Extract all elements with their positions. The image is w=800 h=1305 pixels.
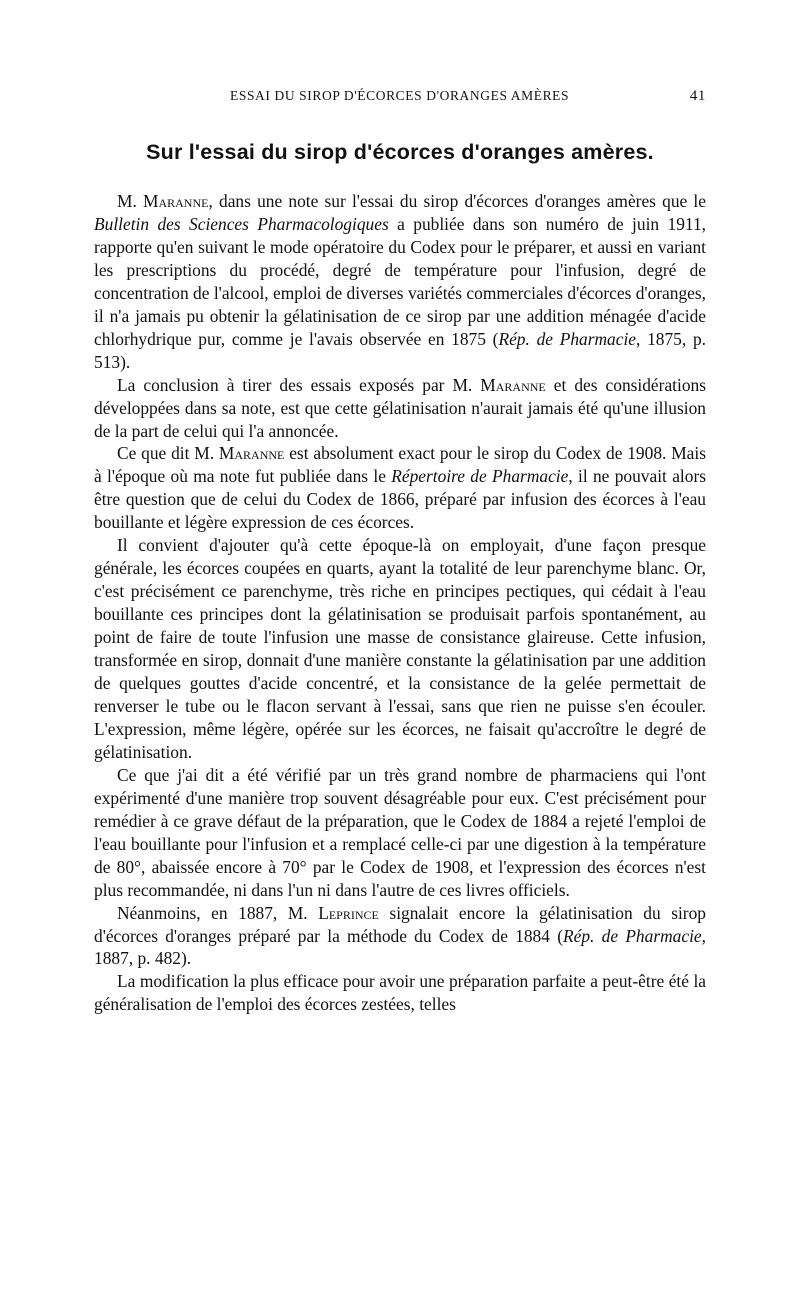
running-head [94,88,706,110]
page-number: 41 [689,88,706,104]
paragraph-4: Il convient d'ajouter qu'à cette époque-là on employait, d'une façon presque générale, les écorces coupées en quarts, ayant la totalité de leur parenchyme blanc. Or, c'est précisément ce parenchyme, très riche en principes pectiques, qui cédait à l'eau bouillante ces principes dont la gélatinisation se produisait parfois spontanément, au point de faire de toute l'infusion une masse de consistance glaireuse. Cette infusion, transformée en sirop, donnait d'une manière constante la gélatinisation par une addition de quelques gouttes d'acide concentré, et la consistance de la gelée permettait de renverser le tube ou le flacon servant à l'essai, sans que rien ne puisse s'en écouler. L'expression, même légère, opérée sur les écorces, ne faisait qu'accroître le degré de gélatinisation. [94,535,706,762]
paragraph-7: La modification la plus efficace pour avoir une préparation parfaite a peut-être été la généralisation de l'emploi des écorces zestées, telles [94,971,706,1015]
paragraph-6 [94,902,706,971]
paragraph-5: Ce que j'ai dit a été vérifié par un très grand nombre de pharmaciens qui l'ont expérimenté d'une manière trop souvent désagréable pour eux. C'est précisément pour remédier à ce grave défaut de la préparation, que le Codex de 1884 a rejeté l'emploi de l'eau bouillante pour l'infusion et a remplacé celle-ci par une digestion à la température de 80°, abaissée encore à 70° par le Codex de 1908, et l'expression des écorces n'est plus recommandée, ni dans l'un ni dans l'autre de ces livres officiels. [94,764,706,900]
journal-title: Rép. de Pharmacie [498,328,637,349]
journal-title: Bulletin des Sciences Pharmacologiques [94,213,389,234]
book-page [94,88,706,1016]
p2-text-a: La conclusion à tirer des essais exposés par M. [117,374,481,395]
p1-text-g: , 1875, p. 513). [94,328,706,372]
author-name: Maranne [143,191,209,211]
journal-title: Rép. de Pharmacie [563,925,702,946]
p1-text-c: , dans une note sur l'essai du sirop d'écorces d'oranges amères que le [208,191,706,211]
p6-text-a: Néanmoins, en 1887, M. [117,902,319,923]
p3-text-c: est absolument exact pour le sirop du Codex de 1908. Mais à l'époque où ma note fut publiée dans le [94,443,706,487]
journal-title: Répertoire de Pharmacie [391,466,569,487]
p3-text-e: , il ne pouvait alors être question que de celui du Codex de 1866, préparé par infusion des écorces à l'eau bouillante et légère expression de ces écorces. [94,466,706,533]
paragraph-2 [94,374,706,443]
p1-text-a: M. [117,191,143,211]
author-name: Leprince [318,902,379,923]
p1-text-e: a publiée dans son numéro de juin 1911, rapporte qu'en suivant le mode opératoire du Codex pour le préparer, et aussi en variant les prescriptions du procédé, degré de température pour l'infusion, degré de concentration de l'alcool, emploi de diverses variétés commerciales d'écorces d'oranges, il n'a jamais pu obtenir la gélatinisation de ce sirop par une addition ménagée d'acide chlorhydrique pur, comme je l'avais observée en 1875 ( [94,213,707,349]
author-name: Maranne [218,443,285,464]
running-title: ESSAI DU SIROP D'ÉCORCES D'ORANGES AMÈRES [230,88,570,103]
author-name: Maranne [480,374,546,395]
paragraph-3 [94,442,706,534]
p6-text-c: signalait encore la gélatinisation du sirop d'écorces d'oranges préparé par la méthode du Codex de 1884 ( [94,902,706,946]
p6-text-e: , 1887, p. 482). [94,925,706,969]
p2-text-c: et des considérations développées dans sa note, est que cette gélatinisation n'aurait jamais été qu'une illusion de la part de celui qui l'a annoncée. [94,374,706,441]
article-title: Sur l'essai du sirop d'écorces d'oranges amères. [146,140,654,164]
paragraph-1 [94,190,706,374]
p3-text-a: Ce que dit M. [117,443,219,464]
article-body [94,190,706,1016]
